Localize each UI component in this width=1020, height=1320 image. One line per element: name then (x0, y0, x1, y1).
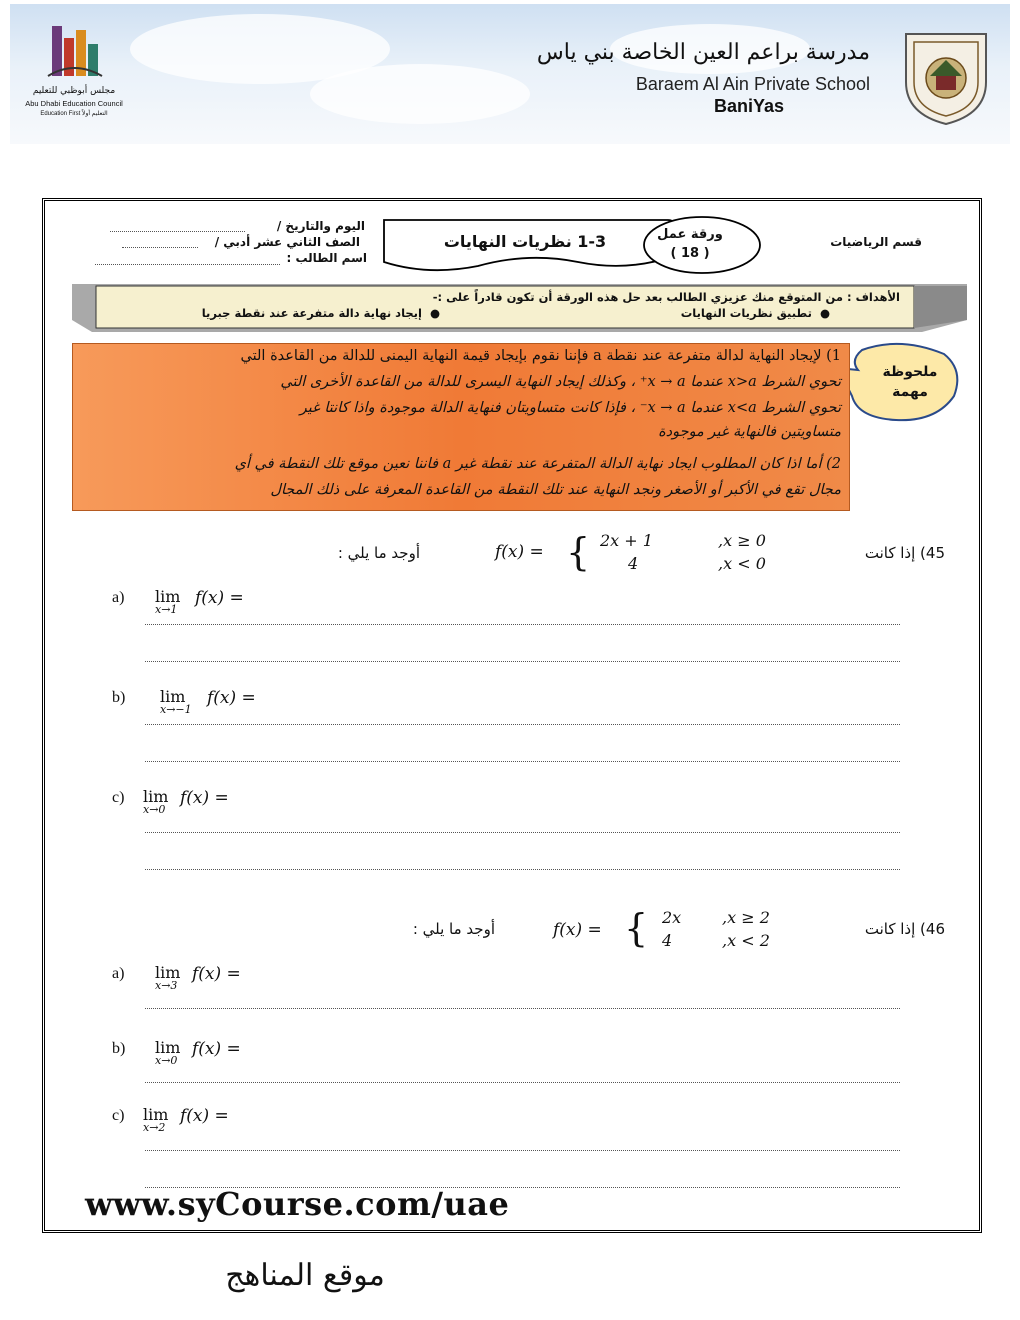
lim-word: lim (143, 1105, 169, 1124)
lim-word: lim (155, 1038, 181, 1057)
lim-subscript: x→3 (155, 979, 178, 992)
footer-url-link[interactable]: www.syCourse.com/uae (85, 1185, 510, 1223)
council-tagline: Education First التعليم أولاً (40, 111, 108, 117)
q45-number: 45) إذا كانت (864, 544, 945, 562)
student-name-label: اسم الطالب : (286, 251, 367, 265)
lim-subscript: x→2 (143, 1121, 166, 1134)
q46-b-label: b) (112, 1040, 126, 1057)
lim-word: lim (155, 587, 181, 606)
note-line-3: تحوي الشرط x<a عندما x → a⁻ ، فإذا كانت متساويتان فنهاية الدالة موجودة واذا كانتا غير (299, 400, 841, 416)
q45-a-label: a) (112, 589, 125, 606)
q46-brace: { (624, 906, 649, 950)
q46-a-fx: f(x) = (192, 964, 241, 984)
council-name-ar: مجلس أبوظبي للتعليم (32, 86, 116, 96)
class-field[interactable] (122, 247, 198, 248)
objective-item-1 (620, 306, 830, 320)
q46-number: 46) إذا كانت (864, 920, 945, 938)
q45-a-fx: f(x) = (195, 588, 244, 608)
date-label: اليوم والتاريخ / (276, 219, 365, 233)
q46-piece1-expr: 2x (662, 908, 682, 927)
q45-b-label: b) (112, 689, 126, 706)
q45-b-fx: f(x) = (207, 688, 256, 708)
q46-a-limit (155, 963, 180, 992)
answer-line[interactable] (145, 624, 900, 625)
q46-b-fx: f(x) = (192, 1039, 241, 1059)
q45-find: أوجد ما يلي : (337, 544, 420, 562)
bullet-icon: ● (421, 306, 440, 320)
note-line-4: متساويتين فالنهاية غير موجودة (658, 424, 841, 440)
school-name-en: Baraem Al Ain Private School (635, 74, 870, 94)
note-label-2: مهمة (892, 384, 928, 400)
date-field[interactable] (110, 231, 245, 232)
council-name-en: Abu Dhabi Education Council (25, 99, 123, 108)
q45-fx: f(x) = (495, 542, 544, 562)
q46-b-limit (155, 1038, 180, 1067)
lim-word: lim (160, 687, 186, 706)
q46-piece2-cond: ,x < 2 (722, 931, 770, 950)
q45-piece1-expr: 2x + 1 (600, 531, 653, 550)
q46-piece1-cond: ,x ≥ 2 (722, 908, 770, 927)
worksheet-title: 1-3 نظريات النهايات (443, 232, 607, 251)
school-city: BaniYas (713, 96, 784, 116)
bullet-icon: ● (811, 306, 830, 320)
note-label-1: ملحوظة (882, 364, 938, 380)
answer-line[interactable] (145, 724, 900, 725)
sheet-number-ellipse (640, 213, 764, 277)
answer-line[interactable] (145, 661, 900, 662)
q45-piece2-cond: ,x < 0 (718, 554, 766, 573)
answer-line[interactable] (145, 1150, 900, 1151)
answer-line[interactable] (145, 1082, 900, 1083)
school-name-ar: مدرسة براعم العين الخاصة بني ياس (536, 40, 870, 65)
q45-b-limit (160, 687, 192, 716)
lim-subscript: x→−1 (160, 703, 192, 716)
q45-piece2-expr: 4 (628, 554, 639, 573)
lim-word: lim (143, 787, 169, 806)
answer-line[interactable] (145, 832, 900, 833)
sheet-number: ( 18 ) (670, 246, 710, 261)
answer-line[interactable] (145, 1008, 900, 1009)
q46-a-label: a) (112, 965, 125, 982)
council-logo-icon (42, 20, 106, 84)
q45-piece1-cond: ,x ≥ 0 (718, 531, 766, 550)
q46-c-limit (143, 1105, 168, 1134)
objective-2-text: إيجاد نهاية دالة متفرعة عند نقطة جبريا (201, 306, 422, 320)
q45-c-label: c) (112, 789, 125, 806)
answer-line[interactable] (145, 761, 900, 762)
q46-c-label: c) (112, 1107, 125, 1124)
footer-site-ar: موقع المناهج (225, 1258, 385, 1293)
class-label: الصف الثاني عشر أدبي / (214, 235, 360, 249)
q45-c-fx: f(x) = (180, 788, 229, 808)
objective-1-text: تطبيق نظريات النهايات (680, 306, 812, 320)
note-line-1: 1) لإيجاد النهاية لدالة متفرعة عند نقطة a فإننا نقوم بإيجاد قيمة النهاية اليمنى للدالة من القاعدة التي (240, 348, 841, 364)
q45-c-limit (143, 787, 168, 816)
department-label: قسم الرياضيات (830, 235, 922, 249)
note-line-6: مجال تقع في الأكبر أو الأصغر ونجد النهاية عند تلك النقطة من القاعدة المعرفة على ذلك المجال (270, 482, 841, 498)
q45-brace: { (566, 530, 591, 574)
answer-line[interactable] (145, 869, 900, 870)
lim-subscript: x→0 (143, 803, 166, 816)
school-crest-icon (900, 26, 992, 126)
student-name-field[interactable] (95, 264, 280, 265)
lim-word: lim (155, 963, 181, 982)
q45-a-limit (155, 587, 180, 616)
note-line-5: 2) أما اذا كان المطلوب ايجاد نهاية الدالة المتفرعة عند نقطة غير a فاننا نعين موقع تلك النقطة في أي (234, 456, 841, 472)
sheet-label: ورقة عمل (657, 227, 723, 242)
lim-subscript: x→1 (155, 603, 178, 616)
q46-fx: f(x) = (553, 920, 602, 940)
objectives-intro: الأهداف : من المتوقع منك عزيزي الطالب بعد حل هذه الورقة أن تكون قادراً على :- (432, 290, 900, 304)
q46-find: أوجد ما يلي : (412, 920, 495, 938)
note-box (72, 343, 850, 511)
objective-item-2 (150, 306, 440, 320)
q46-c-fx: f(x) = (180, 1106, 229, 1126)
lim-subscript: x→0 (155, 1054, 178, 1067)
note-line-2: تحوي الشرط x>a عندما x → a⁺ ، وكذلك إيجاد النهاية اليسرى للدالة من القاعدة الأخرى التي (280, 374, 841, 390)
q46-piece2-expr: 4 (662, 931, 673, 950)
note-callout (836, 340, 966, 426)
